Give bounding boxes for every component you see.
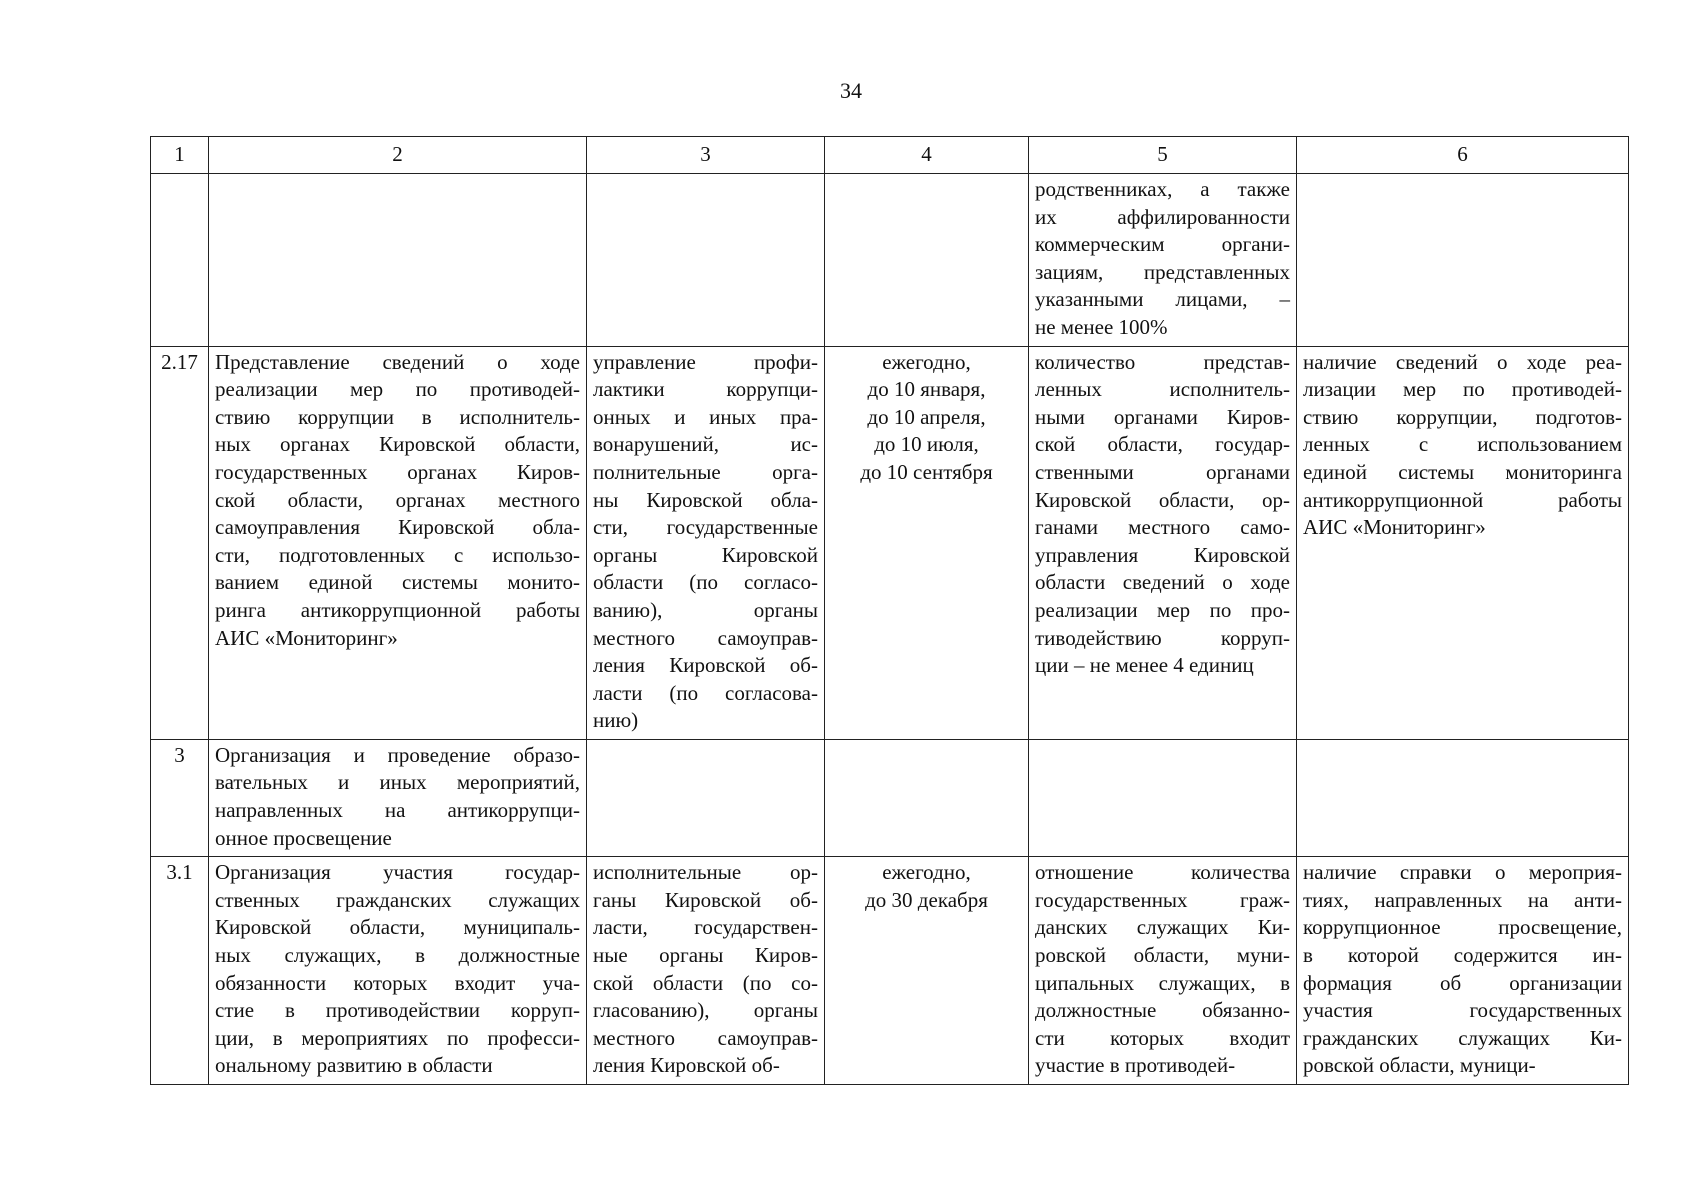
document-table [150, 136, 1629, 1085]
cell-text-line: ные органы Киров- [593, 943, 818, 968]
cell-text-line: АИС «Мониторинг» [1303, 515, 1486, 540]
cell-text-line: ления Кировской об- [593, 1053, 780, 1078]
column-header-2: 2 [209, 137, 587, 174]
cell-result [1297, 857, 1629, 1085]
cell-text-line: ванию), органы [593, 597, 818, 622]
cell-indicator [1029, 739, 1297, 856]
cell-text-line: до 30 декабря [865, 887, 988, 912]
cell-text-line: ствию коррупции, подготов- [1303, 404, 1622, 429]
cell-text-line: коммерческим органи- [1035, 232, 1290, 257]
cell-text-line: до 10 сентября [860, 459, 993, 484]
cell-text-line: самоуправления Кировской обла- [215, 515, 580, 540]
column-header-6: 6 [1297, 137, 1629, 174]
cell-indicator [1029, 857, 1297, 1085]
cell-description [209, 739, 587, 856]
cell-text-line: ны Кировской обла- [593, 487, 818, 512]
cell-text-line: ежегодно, [882, 860, 971, 885]
cell-description [209, 174, 587, 347]
cell-text-line: наличие справки о мероприя- [1303, 860, 1622, 885]
cell-text-line: Представление сведений о ходе [215, 349, 580, 374]
cell-text-line: ными органами Киров- [1035, 404, 1290, 429]
cell-text-line: нию) [593, 708, 639, 733]
cell-deadline [825, 857, 1029, 1085]
cell-text-line: указанными лицами, – [1035, 287, 1290, 312]
cell-text-line: государственных органах Киров- [215, 459, 580, 484]
cell-text-line: сти, государственные [593, 515, 818, 540]
cell-text-line: ных служащих, в должностные [215, 943, 580, 968]
table-row [151, 739, 1629, 856]
cell-deadline [825, 739, 1029, 856]
cell-result [1297, 739, 1629, 856]
cell-result [1297, 174, 1629, 347]
cell-text-line: ровской области, муни- [1035, 943, 1290, 968]
cell-text-line: области сведений о ходе [1035, 570, 1290, 595]
cell-text-line: ленных исполнитель- [1035, 377, 1290, 402]
column-header-3: 3 [587, 137, 825, 174]
cell-item-number: 3 [151, 739, 209, 856]
cell-text-line: зациям, представленных [1035, 259, 1290, 284]
cell-deadline [825, 174, 1029, 347]
cell-text-line: ональному развитию в области [215, 1053, 493, 1078]
cell-text-line: сти, подготовленных с использо- [215, 542, 580, 567]
cell-text-line: ской области, государ- [1035, 432, 1290, 457]
cell-text-line: ласти, государствен- [593, 915, 818, 940]
cell-text-line: ринга антикоррупционной работы [215, 597, 580, 622]
cell-text-line: онное просвещение [215, 825, 392, 850]
cell-text-line: единой системы мониторинга [1303, 459, 1622, 484]
cell-text-line: Организация участия государ- [215, 860, 580, 885]
cell-responsible [587, 857, 825, 1085]
cell-text-line: ежегодно, [882, 349, 971, 374]
cell-text-line: вонарушений, ис- [593, 432, 818, 457]
cell-text-line: до 10 января, [867, 377, 986, 402]
cell-text-line: их аффилированности [1035, 204, 1290, 229]
table-row [151, 857, 1629, 1085]
cell-text-line: должностные обязанно- [1035, 998, 1290, 1023]
cell-text-line: ления Кировской об- [593, 653, 818, 678]
cell-text-line: обязанности которых входит уча- [215, 970, 580, 995]
cell-text-line: ванием единой системы монито- [215, 570, 580, 595]
cell-text-line: Организация и проведение образо- [215, 742, 580, 767]
cell-text-line: ственных гражданских служащих [215, 887, 580, 912]
cell-text-line: ствию коррупции в исполнитель- [215, 404, 580, 429]
cell-indicator [1029, 346, 1297, 739]
cell-text-line: управление профи- [593, 349, 818, 374]
cell-text-line: стие в противодействии корруп- [215, 998, 580, 1023]
cell-text-line: ленных с использованием [1303, 432, 1622, 457]
table-body [151, 174, 1629, 1085]
cell-text-line: ципальных служащих, в [1035, 970, 1290, 995]
cell-text-line: тиях, направленных на анти- [1303, 887, 1622, 912]
cell-text-line: формация об организации [1303, 970, 1622, 995]
cell-text-line: вательных и иных мероприятий, [215, 770, 580, 795]
cell-text-line: ской области, органах местного [215, 487, 580, 512]
cell-text-line: Кировской области, ор- [1035, 487, 1290, 512]
table-row [151, 174, 1629, 347]
cell-text-line: ции – не менее 4 единиц [1035, 653, 1254, 678]
cell-text-line: сти которых входит [1035, 1025, 1290, 1050]
cell-description [209, 346, 587, 739]
cell-text-line: Кировской области, муниципаль- [215, 915, 580, 940]
cell-text-line: направленных на антикоррупци- [215, 798, 580, 823]
cell-text-line: ганы Кировской об- [593, 887, 818, 912]
table-row [151, 346, 1629, 739]
cell-text-line: ласти (по согласова- [593, 680, 818, 705]
cell-text-line: местного самоуправ- [593, 1025, 818, 1050]
cell-text-line: в которой содержится ин- [1303, 943, 1622, 968]
cell-text-line: количество представ- [1035, 349, 1290, 374]
cell-text-line: лизации мер по противодей- [1303, 377, 1622, 402]
cell-indicator [1029, 174, 1297, 347]
column-header-5: 5 [1029, 137, 1297, 174]
column-header-4: 4 [825, 137, 1029, 174]
cell-text-line: ции, в мероприятиях по професси- [215, 1025, 580, 1050]
cell-text-line: реализации мер по про- [1035, 597, 1290, 622]
table-header-row [151, 137, 1629, 174]
cell-text-line: отношение количества [1035, 860, 1290, 885]
cell-text-line: полнительные орга- [593, 459, 818, 484]
cell-item-number: 2.17 [151, 346, 209, 739]
cell-text-line: лактики коррупци- [593, 377, 818, 402]
cell-text-line: ганами местного само- [1035, 515, 1290, 540]
cell-text-line: ской области (по со- [593, 970, 818, 995]
cell-text-line: коррупционное просвещение, [1303, 915, 1622, 940]
cell-text-line: антикоррупционной работы [1303, 487, 1622, 512]
cell-text-line: гражданских служащих Ки- [1303, 1025, 1622, 1050]
cell-item-number: 3.1 [151, 857, 209, 1085]
cell-deadline [825, 346, 1029, 739]
page-number: 34 [840, 78, 862, 103]
cell-text-line: участия государственных [1303, 998, 1622, 1023]
cell-text-line: до 10 июля, [874, 432, 979, 457]
cell-text-line: онных и иных пра- [593, 404, 818, 429]
cell-text-line: управления Кировской [1035, 542, 1290, 567]
cell-text-line: ственными органами [1035, 459, 1290, 484]
cell-text-line: органы Кировской [593, 542, 818, 567]
cell-responsible [587, 174, 825, 347]
cell-text-line: данских служащих Ки- [1035, 915, 1290, 940]
cell-text-line: участие в противодей- [1035, 1053, 1236, 1078]
cell-text-line: исполнительные ор- [593, 860, 818, 885]
cell-text-line: наличие сведений о ходе реа- [1303, 349, 1622, 374]
cell-text-line: ровской области, муници- [1303, 1053, 1536, 1078]
cell-text-line: области (по согласо- [593, 570, 818, 595]
cell-description [209, 857, 587, 1085]
cell-text-line: тиводействию корруп- [1035, 625, 1290, 650]
cell-result [1297, 346, 1629, 739]
cell-text-line: АИС «Мониторинг» [215, 625, 398, 650]
cell-responsible [587, 346, 825, 739]
cell-text-line: местного самоуправ- [593, 625, 818, 650]
cell-text-line: до 10 апреля, [867, 404, 986, 429]
cell-text-line: реализации мер по противодей- [215, 377, 580, 402]
column-header-1: 1 [151, 137, 209, 174]
cell-text-line: гласованию), органы [593, 998, 818, 1023]
cell-responsible [587, 739, 825, 856]
cell-text-line: родственниках, а также [1035, 177, 1290, 201]
cell-text-line: ных органах Кировской области, [215, 432, 580, 457]
cell-text-line: не менее 100% [1035, 314, 1168, 339]
cell-item-number [151, 174, 209, 347]
cell-text-line: государственных граж- [1035, 887, 1290, 912]
